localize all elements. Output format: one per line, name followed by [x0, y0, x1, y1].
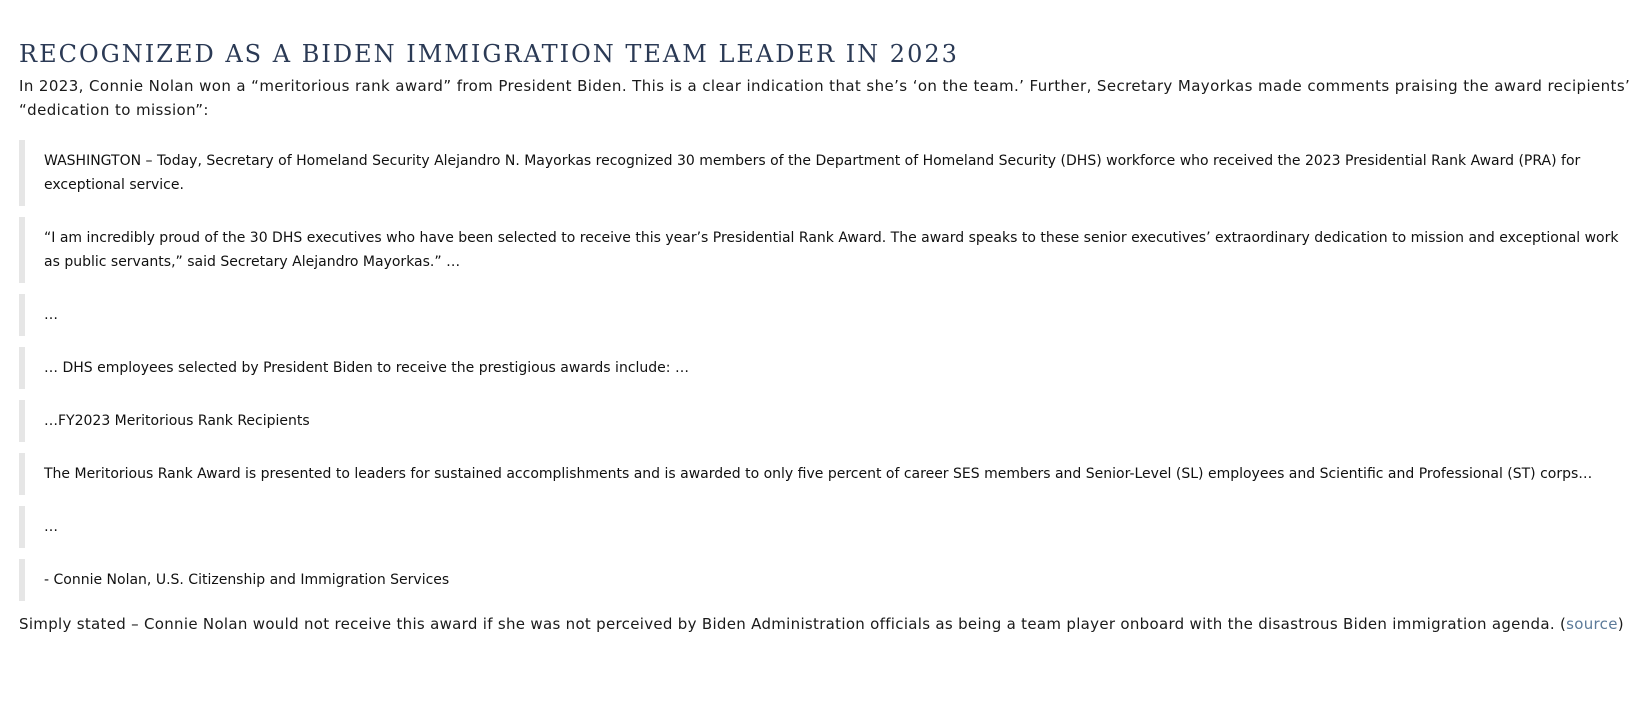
blockquote-list: [19, 140, 1631, 601]
closing-paren: ): [1617, 615, 1624, 633]
blockquote-employees-selected: … DHS employees selected by President Biden to receive the prestigious awards include: …: [19, 347, 1631, 389]
closing-paragraph: [19, 612, 1631, 636]
blockquote-recipient-name: - Connie Nolan, U.S. Citizenship and Immigration Services: [19, 559, 1631, 601]
blockquote-ellipsis: …: [19, 294, 1631, 336]
blockquote-washington: WASHINGTON – Today, Secretary of Homeland Security Alejandro N. Mayorkas recognized 30 members of the Department of Homeland Security (DHS) workforce who received the 2023 Presidential Rank Award (PRA) for exceptional service.: [19, 140, 1631, 206]
closing-text: Simply stated – Connie Nolan would not receive this award if she was not perceived by Biden Administration officials as being a team player onboard with the disastrous Biden immigration agenda. (: [19, 615, 1567, 633]
blockquote-mayorkas-statement: “I am incredibly proud of the 30 DHS executives who have been selected to receive this year’s Presidential Rank Award. The award speaks to these senior executives’ extraordinary dedication to mission and exceptional work as public servants,” said Secretary Alejandro Mayorkas.” …: [19, 217, 1631, 283]
intro-paragraph: In 2023, Connie Nolan won a “meritorious rank award” from President Biden. This is a clear indication that she’s ‘on the team.’ Further, Secretary Mayorkas made comments praising the award recipients’ “dedication to mission”:: [19, 77, 1631, 119]
blockquote-ellipsis: …: [19, 506, 1631, 548]
blockquote-recipients-heading: …FY2023 Meritorious Rank Recipients: [19, 400, 1631, 442]
blockquote-award-description: The Meritorious Rank Award is presented to leaders for sustained accomplishments and is awarded to only five percent of career SES members and Senior-Level (SL) employees and Scientific and Professional (ST) corps…: [19, 453, 1631, 495]
section-heading: RECOGNIZED AS A BIDEN IMMIGRATION TEAM LEADER IN 2023: [19, 40, 959, 68]
source-link[interactable]: source: [1566, 615, 1618, 633]
article: [19, 38, 1631, 636]
